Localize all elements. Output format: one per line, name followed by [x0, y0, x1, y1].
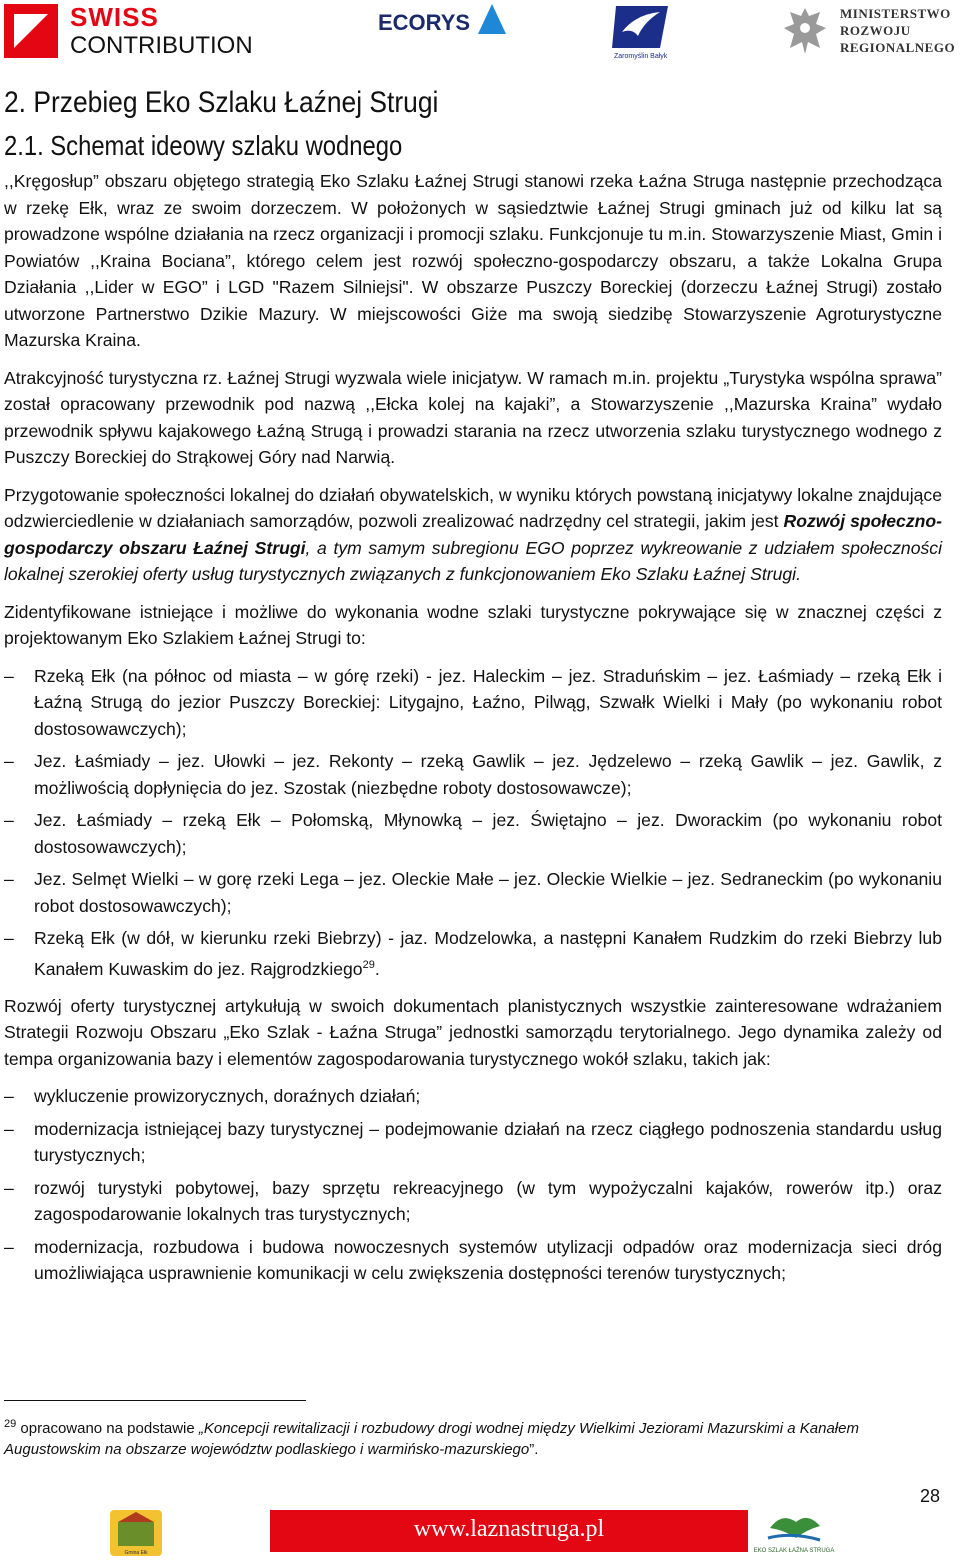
- ecorys-logo-text: ECORYS: [378, 10, 471, 35]
- ministry-line1: MINISTERSTWO: [840, 6, 951, 21]
- swiss-flag-icon: [4, 4, 58, 58]
- bird-emblem-logo: [608, 2, 674, 60]
- paragraph-3-tail: , a tym samym subregionu EGO poprzez wykreowanie z udziałem społeczności lokalnej szerokiej oferty usług turystycznych związanych z funkcjonowaniem Eko Szlaku Łaźnej Strugi.: [4, 537, 943, 584]
- swiss-contribution-logo: [4, 4, 274, 58]
- trails-list: [4, 663, 942, 982]
- footer-url-bar: [270, 1510, 748, 1552]
- dash-bullet: –: [4, 810, 14, 830]
- header-logos: [0, 0, 960, 62]
- paragraph-3-lead: Przygotowanie społeczności lokalnej do działań obywatelskich, w wyniku których powstaną inicjatywy lokalne znajdujące odzwierciedlenie w działaniach samorządów, pozwoli zrealizować nadrzędny cel strategii, jakim jest: [4, 484, 942, 531]
- list-item: – Jez. Łaśmiady – jez. Ułowki – jez. Rekonty – rzeką Gawlik – jez. Jędzelewo – rzeką Gawlik – jez. Gawlik, z możliwością dopłynięcia do jez. Szostak (niezbędne roboty dostosowawcze);: [4, 748, 942, 801]
- subsection-title: 2.1. Schemat ideowy szlaku wodnego: [4, 130, 403, 161]
- dash-bullet: –: [4, 1086, 14, 1107]
- footnote-ref[interactable]: 29: [362, 958, 375, 971]
- list-item: – modernizacja istniejącej bazy turystycznej – podejmowanie działań na rzecz ciągłego podnoszenia standardu usług turystycznych;: [4, 1116, 942, 1169]
- ecorys-triangle-icon: [478, 4, 506, 34]
- paragraph-3: [4, 482, 942, 588]
- ministry-line3: REGIONALNEGO: [840, 40, 956, 55]
- ministry-line2: ROZWOJU: [840, 23, 911, 38]
- eagle-emblem-icon: [780, 4, 830, 58]
- section-title: 2. Przebieg Eko Szlaku Łaźnej Strugi: [4, 86, 439, 119]
- dash-bullet: –: [4, 1177, 14, 1198]
- footnote-title: „Koncepcji rewitalizacji i rozbudowy drogi wodnej między Wielkimi Jeziorami Mazurskimi a Kanałem Augustowskim na obszarze województw podlaskiego i warmińsko-mazurskiego: [4, 1420, 859, 1458]
- dash-bullet: –: [4, 751, 14, 771]
- footnote-end: ”.: [529, 1441, 539, 1458]
- swiss-logo-line1: SWISS: [70, 2, 159, 32]
- list-item: – wykluczenie prowizorycznych, doraźnych działań;: [4, 1083, 942, 1110]
- dash-bullet: –: [4, 665, 14, 686]
- dash-bullet: –: [4, 1118, 14, 1139]
- paragraph-4: Zidentyfikowane istniejące i możliwe do wykonania wodne szlaki turystyczne pokrywające się w znacznej części z projektowanym Eko Szlakiem Łaźnej Strugi to:: [4, 601, 942, 648]
- ecorys-logo: [378, 4, 508, 56]
- list-item: – modernizacja, rozbudowa i budowa nowoczesnych systemów utylizacji odpadów oraz modernizacja sieci dróg umożliwiająca usprawnienie komunikacji w celu zwiększenia dostępności terenów turystycznych;: [4, 1234, 942, 1287]
- list-item: – Jez. Łaśmiady – rzeką Ełk – Połomską, Młynowką – jez. Świętajno – jez. Dworackim (po wykonaniu robot dostosowawczych);: [4, 807, 942, 860]
- dash-bullet: –: [4, 928, 14, 948]
- footnote-number: 29: [4, 1418, 17, 1430]
- list-item: – rozwój turystyki pobytowej, bazy sprzętu rekreacyjnego (w tym wypożyczalni kajaków, rowerów itp.) oraz zagospodarowanie lokalnych tras turystycznych;: [4, 1175, 942, 1228]
- dash-bullet: –: [4, 1236, 14, 1257]
- document-body: [4, 86, 942, 1298]
- elements-list: [4, 1083, 942, 1287]
- ministry-logo: [780, 2, 958, 60]
- page-number: 28: [919, 1486, 940, 1506]
- list-item: – Jez. Selmęt Wielki – w gorę rzeki Lega – jez. Oleckie Małe – jez. Oleckie Wielkie – jez. Sedraneckim (po wykonaniu robot dostosowawczych);: [4, 866, 942, 919]
- bird-logo-caption: Zaromyślin Bałyk: [614, 53, 668, 60]
- list-item: – Rzeką Ełk (na północ od miasta – w górę rzeki) - jez. Haleckim – jez. Straduńskim – jez. Łaśmiady – rzeką Ełk i Łaźną Strugą do jezior Puszczy Boreckiej: Litygajno, Łaźno, Pilwąg, Szwałk Wielki i Mały (po wykonaniu robot dostosowawczych);: [4, 663, 942, 743]
- gmina-logo: [108, 1508, 164, 1558]
- paragraph-5: Rozwój oferty turystycznej artykułują w swoich dokumentach planistycznych wszystkie zainteresowane wdrażaniem Strategii Rozwoju Obszaru „Eko Szlak - Łaźna Struga” jednostki samorządu terytorialnego. Jego dynamika zależy od tempa organizowania bazy i elementów zagospodarowania turystycznego wokół szlaku, takich jak:: [4, 995, 942, 1069]
- strategy-goal-emphasis: Rozwój społeczno-gospodarczy obszaru Łaźnej Strugi: [4, 511, 942, 558]
- eko-szlak-caption: EKO SZLAK ŁAŹNA STRUGA: [753, 1548, 835, 1554]
- swiss-logo-line2: CONTRIBUTION: [70, 32, 253, 59]
- paragraph-1: ,,Kręgosłup” obszaru objętego strategią Eko Szlaku Łaźnej Strugi stanowi rzeka Łaźna Struga następnie przechodząca w rzekę Ełk, wraz ze swoim dorzeczem. W położonych w sąsiedztwie Łaźnej Strugi gminach już od kilku lat są prowadzone wspólne działania na rzecz organizacji i promocji szlaku. Funkcjonuje tu m.in. Stowarzyszenie Miast, Gmin i Powiatów ,,Kraina Bociana”, którego celem jest rozwój społeczno-gospodarczy obszaru, a także Lokalna Grupa Działania ,,Lider w EGO” i LGD "Razem Silniejsi". W obszarze Puszczy Boreckiej (dorzeczu Łaźnej Strugi) zostało utworzone Partnerstwo Dzikie Mazury. W miejscowości Giże ma swoją siedzibę Stowarzyszenie Agroturystyczne Mazurska Kraina.: [4, 171, 942, 350]
- gmina-logo-caption: Gmina Ełk: [124, 1550, 148, 1556]
- eko-szlak-logo: [753, 1508, 835, 1558]
- list-item: – Rzeką Ełk (w dół, w kierunku rzeki Biebrzy) - jaz. Modzelowka, a następni Kanałem Rudzkim do rzeki Biebrzy lub Kanałem Kuwaskim do jez. Rajgrodzkiego$^{29}$.: [4, 925, 942, 982]
- dash-bullet: –: [4, 869, 14, 889]
- website-link[interactable]: www.laznastruga.pl: [413, 1516, 605, 1542]
- footnote-lead: opracowano na podstawie: [16, 1420, 199, 1437]
- footnote-separator: [4, 1400, 306, 1401]
- footnote: [4, 1414, 934, 1460]
- paragraph-2: Atrakcyjność turystyczna rz. Łaźnej Strugi wyzwala wiele inicjatyw. W ramach m.in. projektu „Turystyka wspólna sprawa” został opracowany przewodnik pod nazwą ,,Ełcka kolej na kajaki”, a Stowarzyszenie ,,Mazurska Kraina” wydało przewodnik spływu kajakowego Łaźną Strugą i prowadzi starania na rzecz utworzenia szlaku turystycznego wodnego z Puszczy Boreckiej do Strąkowej Góry nad Narwią.: [4, 367, 942, 467]
